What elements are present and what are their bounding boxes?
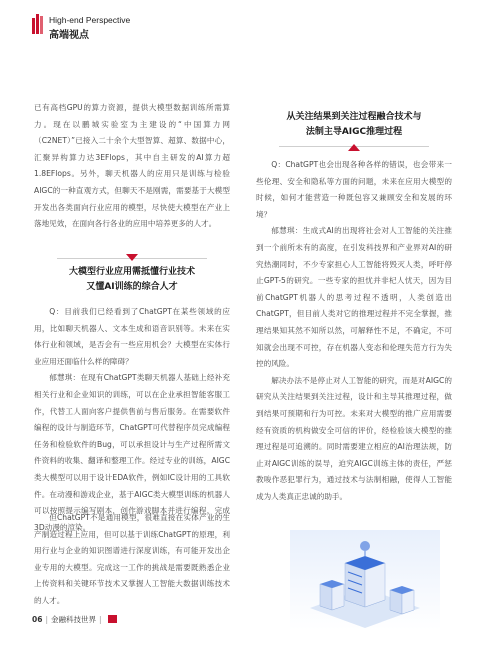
footer-square-icon	[108, 615, 117, 623]
paragraph: 解决办法不是停止对人工智能的研究，而是对AIGC的研究从关注结果到关注过程，设计和主导其推理过程，做到结果可预期和行为可控。未来对大模型的推广应用需要经有资质的机构做安全可信的评价，经检验该大模型的推理过程是可追溯的。同时需要建立相应的AI治理法规，防止对AIGC训练的误导，迫究AIGC训练主体的责任，严惩教唆作恶犯罪行为，通过技术与法制相融，使得人工智能成为人类真正忠诚的助手。	[256, 375, 452, 501]
section-heading-talent	[34, 258, 230, 295]
page-footer: 06 | 金融科技世界 |	[32, 614, 117, 625]
section-heading-process	[256, 108, 452, 147]
page-number: 06	[32, 615, 43, 624]
paragraph: Q：目前我们已经看到了ChatGPT在某些领域的应用，比如聊天机器人、文本生成和语音识别等。未来在实体行业和领域，是否会有一些应用机会？大模型在实体行业应用还面临什么样的障碍？	[34, 307, 230, 366]
heading-marker-icon	[348, 144, 360, 151]
paragraph: 但ChatGPT不是通用模型，很难直接在实体产业的生产制造过程上应用，但可以基于训练ChatGPT的原理，利用行业与企业的知识图谱进行深度训练，有可能开发出企业专用的大模型。完成这一工作的挑战是需要既熟悉企业上传资料和关键环节技术又掌握人工智能大数据训练技术的人才。	[34, 513, 230, 605]
section-heading-line: 大模型行业应用需抵懂行业技术	[68, 267, 195, 277]
server-stack-illustration-icon	[290, 530, 440, 630]
header-chinese-title: 高端视点	[49, 30, 89, 41]
paragraph: 郁慧琪：生成式AI的出现将社会对人工智能的关注推到一个前所未有的高度，在引发科技界和产业界对AI的研究热潮同时，不少专家担心人工智能将毁灭人类，呼吁停止GPT-5的研究。一些专家的担忧并非杞人忧天，因为目前ChatGPT机器人的思考过程不透明，人类创造出ChatGPT，但目前人类对它的推理过程并不完全掌握，推理结果知其然不知所以然，可解释性不足，不确定，不可知就会出现不可控，存在机器人变态和伦理失范方行为失控的风险。	[256, 226, 452, 369]
left-column-qa	[34, 304, 230, 536]
paragraph: Q：ChatGPT也会出现各种各样的错误，也会带来一些伦理、安全和隐私等方面的问题，未来在应用大模型的时候，如何才能营造一种既包容又兼顾安全和发展的环境？	[256, 160, 452, 219]
section-heading-line: 法制主导AIGC推理过程	[305, 127, 403, 137]
section-heading-line: 从关注结果到关注过程融合技术与	[286, 112, 422, 122]
heading-marker-icon	[126, 254, 138, 261]
magazine-name: 金融科技世界	[50, 615, 96, 624]
section-heading-line: 又懂AI训练的综合人才	[86, 282, 178, 292]
right-column	[256, 157, 452, 505]
left-column-intro	[34, 100, 230, 233]
left-column-conclusion	[34, 510, 230, 610]
header-english-title: High-end Perspective	[49, 15, 131, 25]
paragraph: 已有高档GPU的算力资源，提供大模型数据训练所需算力。现在以鹏城实验室为主建设的“中国算力网（C2NET）”已接入二十余个大型智算、超算、数据中心，汇聚异构算力达3EFlops，其中自主研发的AI算力超1.8EFlops。另外，聊天机器人的应用只是训练与检验AIGC的一种直观方式，但聊天不是刚需，需要基于大模型开发出各类面向行业应用的模型，尽快使大模型在产业上落地见效，在面向各行各业的应用中培养更多的人才。	[34, 103, 230, 229]
paragraph: 郁慧琪：在现有ChatGPT类聊天机器人基础上经补充相关行业和企业知识的训练，可以在企业承担智能客服工作，代替工人面向客户提供售前与售后服务。在需要软件编程的设计与制造环节，ChatGPT可代替程序员完成编程任务和检验软件的Bug，可以承担设计与生产过程所需文件资料的收集、翻译和整理工作。经过专业的训练，AIGC类大模型可以用于设计EDA软件，例如IC设计用的工具软件。在动漫和游戏企业，基于AIGC类大模型训练的机器人可以按照提示编写剧本，创作游戏脚本并进行编程，完成3D动漫的渲染。	[34, 373, 230, 532]
header-logo	[32, 14, 48, 36]
